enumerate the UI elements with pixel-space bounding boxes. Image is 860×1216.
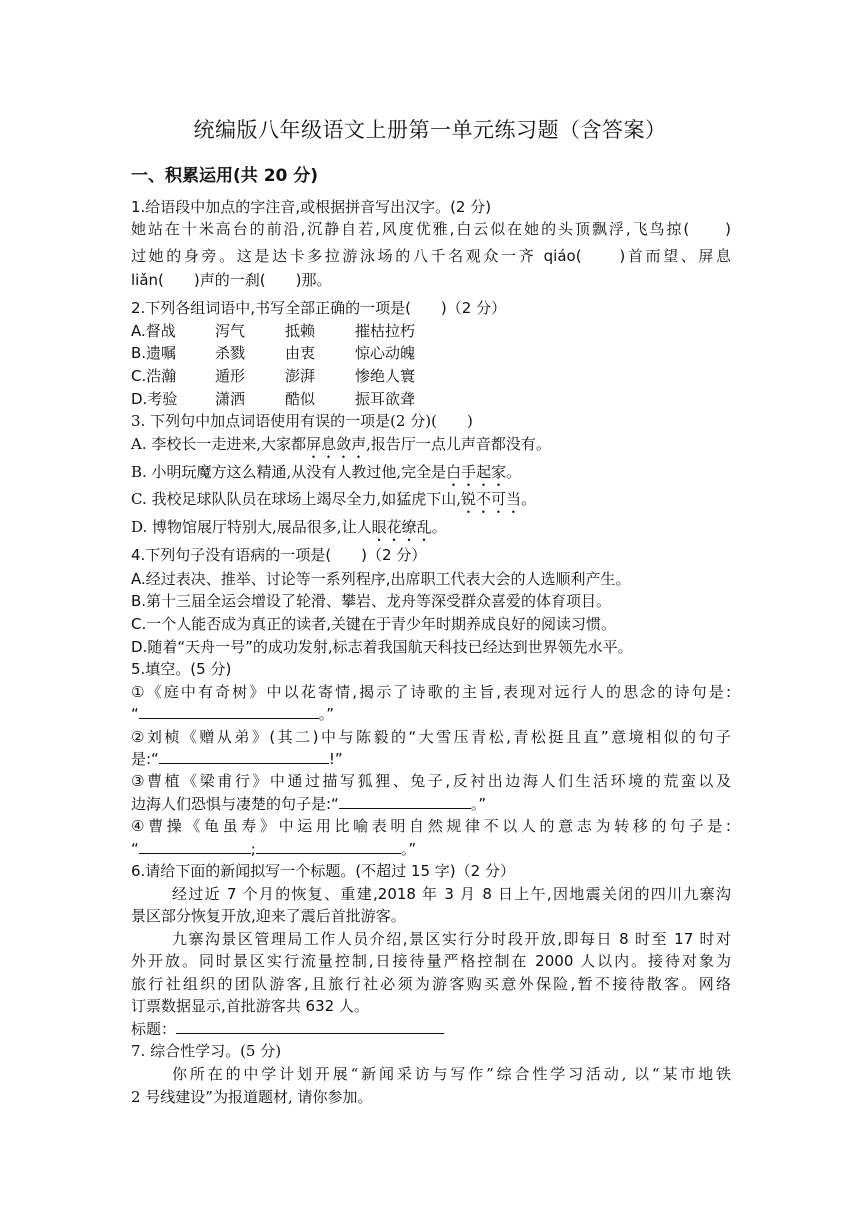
answer-blank[interactable] (256, 839, 401, 854)
q2-d-word-2: 潇洒 (215, 390, 246, 408)
q2-b-word-3: 由衷 (285, 344, 316, 362)
q2-a-word-1: A.督战 (131, 322, 176, 340)
answer-blank[interactable] (139, 704, 319, 719)
q3-stem: 3. 下列句中加点词语使用有误的一项是(2 分)( ) (131, 412, 473, 430)
answer-prefix: 是:“ (131, 750, 159, 768)
close-quote: !” (328, 750, 343, 768)
page-title: 统编版八年级语文上册第一单元练习题（含答案） (193, 118, 667, 142)
q4-option-a: A.经过表决、推举、讨论等一系列程序,出席职工代表大会的人选顺利产生。 (131, 570, 631, 588)
q3-c-post: 。 (521, 490, 537, 508)
q6-news-p1-line-1: 经过近 7 个月的恢复、重建,2018 年 3 月 8 日上午,因地震关闭的四川九寨沟 (172, 885, 731, 903)
q6-news-p2-line-3: 旅行社组织的团队游客,且旅行社必须为游客购买意外保险,暂不接待散客。网络 (131, 975, 731, 993)
q2-c-word-3: 澎湃 (285, 367, 316, 385)
q3-a-post: ,报告厅一点儿声音都没有。 (366, 435, 551, 453)
q3-option-a (131, 434, 731, 462)
q2-a-word-4: 摧枯拉朽 (355, 322, 416, 340)
q2-d-word-1: D.考验 (131, 390, 178, 408)
q6-news-p1-line-2: 景区部分恢复开放,迎来了震后首批游客。 (131, 907, 406, 925)
q3-b-post: 。 (506, 463, 522, 481)
q5-item-1-text: ①《庭中有奇树》中以花寄情,揭示了诗歌的主旨,表现对远行人的思念的诗句是: (131, 683, 731, 701)
q2-a-word-2: 泻气 (215, 322, 246, 340)
q5-item-3-answer (131, 794, 731, 814)
q7-stem: 7. 综合性学习。(5 分) (131, 1042, 282, 1060)
q2-stem: 2.下列各组词语中,书写全部正确的一项是( )（2 分） (131, 299, 507, 317)
q5-item-3-text: ③曹植《梁甫行》中通过描写狐狸、兔子,反衬出边海人们生活环境的荒蛮以及 (131, 772, 731, 790)
q5-item-4-text: ④曹操《龟虽寿》中运用比喻表明自然规律不以人的意志为转移的句子是: (131, 817, 731, 835)
q3-option-b (131, 462, 731, 490)
section-heading: 一、积累运用(共 20 分) (131, 166, 319, 186)
open-quote: “ (131, 705, 139, 723)
open-quote: “ (131, 840, 139, 858)
q2-option-d (131, 389, 731, 409)
separator: ; (250, 840, 256, 858)
q2-d-word-4: 振耳欲聋 (355, 390, 416, 408)
q3-d-dotted: 眼花缭乱 (371, 518, 432, 536)
q2-c-word-2: 遁形 (215, 367, 246, 385)
q3-option-c (131, 489, 731, 517)
q7-paragraph-line-1: 你所在的中学计划开展“新闻采访与写作”综合性学习活动, 以“某市地铁 (172, 1065, 731, 1083)
q5-item-4-answer (131, 839, 731, 859)
answer-prefix: 边海人们恐惧与凄楚的句子是:“ (131, 795, 339, 813)
q1-stem: 1.给语段中加点的字注音,或根据拼音写出汉字。(2 分) (131, 198, 492, 216)
q6-news-p2-line-2: 外开放。同时景区实行流量控制,日接待量严格控制在 2000 人以内。接待对象为 (131, 952, 731, 970)
q3-a-dotted: 屏息敛声 (306, 435, 367, 453)
q4-stem: 4.下列句子没有语病的一项是( )（2 分） (131, 546, 427, 564)
q2-b-word-1: B.遗嘱 (131, 344, 177, 362)
q3-d-post: 。 (431, 518, 447, 536)
q6-title-answer (131, 1019, 731, 1039)
q1-line-3: liǎn( )声的一刹( )那。 (131, 271, 332, 289)
q3-b-pre: B. 小明玩魔方这么精通,从没有人教过他,完全是 (131, 463, 447, 481)
q5-item-1-answer (131, 704, 731, 724)
q4-option-b: B.第十三届全运会增设了轮滑、攀岩、龙舟等深受群众喜爱的体育项目。 (131, 592, 612, 610)
q5-stem: 5.填空。(5 分) (131, 660, 232, 678)
q4-option-d: D.随着“天舟一号”的成功发射,标志着我国航天科技已经达到世界领先水平。 (131, 638, 633, 656)
q3-option-d (131, 517, 731, 545)
q2-a-word-3: 抵赖 (285, 322, 316, 340)
answer-blank[interactable] (339, 794, 471, 809)
q6-news-p2-line-1: 九寨沟景区管理局工作人员介绍,景区实行分时段开放,即每日 8 时至 17 时对 (172, 930, 731, 948)
q2-option-c (131, 366, 731, 386)
q3-a-pre: A. 李校长一走进来,大家都 (131, 435, 307, 453)
q1-line-2: 过她的身旁。这是达卡多拉游泳场的八千名观众一齐 qiáo( )首而望、屏息 (131, 247, 731, 265)
title-label: 标题： (131, 1020, 177, 1038)
q2-b-word-4: 惊心动魄 (355, 344, 416, 362)
q2-d-word-3: 酷似 (285, 390, 316, 408)
title-answer-blank[interactable] (176, 1019, 444, 1034)
close-quote: 。” (318, 705, 335, 723)
answer-blank[interactable] (159, 749, 329, 764)
answer-blank[interactable] (139, 839, 251, 854)
q2-option-a (131, 321, 731, 341)
q1-line-1: 她站在十米高台的前沿,沉静自若,风度优雅,白云似在她的头顶飘浮,飞鸟掠( ) (131, 220, 731, 238)
q4-option-c: C.一个人能否成为真正的读者,关键在于青少年时期养成良好的阅读习惯。 (131, 615, 617, 633)
q3-d-pre: D. 博物馆展厅特别大,展品很多,让人 (131, 518, 372, 536)
q6-stem: 6.请给下面的新闻拟写一个标题。(不超过 15 字)（2 分） (131, 862, 515, 880)
q7-paragraph-line-2: 2 号线建设”为报道题材, 请你参加。 (131, 1088, 373, 1106)
q2-b-word-2: 杀戮 (215, 344, 246, 362)
q3-c-pre: C. 我校足球队队员在球场上竭尽全力,如猛虎下山, (131, 490, 462, 508)
close-quote: 。” (400, 840, 417, 858)
q3-b-dotted: 白手起家 (446, 463, 507, 481)
q2-c-word-4: 惨绝人寰 (355, 367, 416, 385)
close-quote: 。” (470, 795, 487, 813)
q5-item-2-text: ②刘桢《赠从弟》(其二)中与陈毅的“大雪压青松,青松挺且直”意境相似的句子 (131, 728, 731, 746)
q5-item-2-answer (131, 749, 731, 769)
q2-c-word-1: C.浩瀚 (131, 367, 177, 385)
q3-c-dotted: 锐不可当 (461, 490, 522, 508)
q6-news-p2-line-4: 订票数据显示,首批游客共 632 人。 (131, 997, 369, 1015)
q2-option-b (131, 343, 731, 363)
